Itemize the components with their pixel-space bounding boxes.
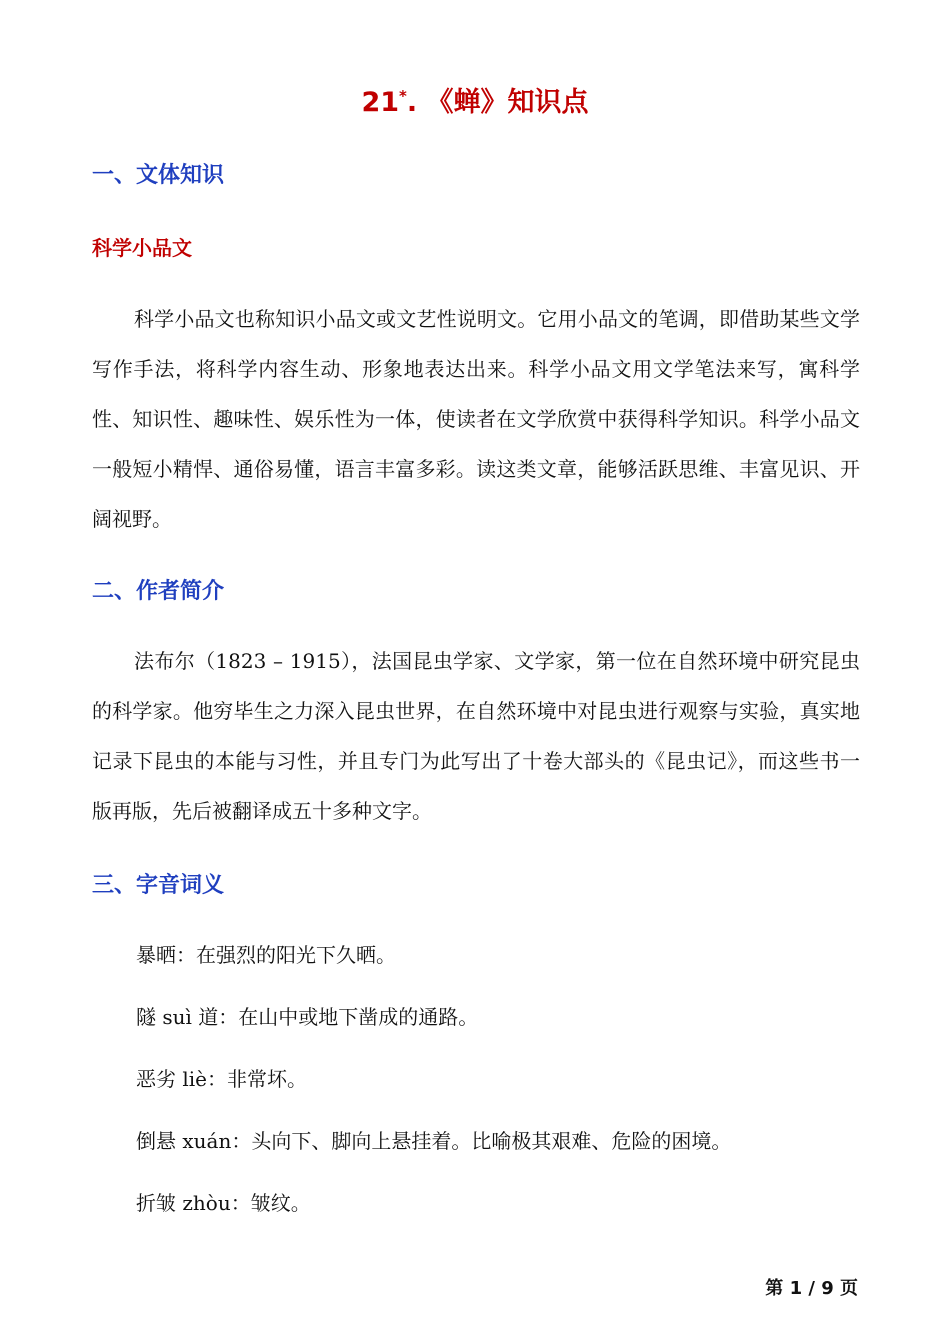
vocab-item: 隧 suì 道：在山中或地下凿成的通路。	[136, 1005, 479, 1029]
section-heading-vocab: 三、字音词义	[92, 873, 225, 898]
genre-paragraph: 科学小品文也称知识小品文或文艺性说明文。它用小品文的笔调，即借助某些文学写作手法，将科学内容生动、形象地表达出来。科学小品文用文学笔法来写，寓科学性、知识性、趣味性、娱乐性为一体，使读者在文学欣赏中获得科学知识。科学小品文一般短小精悍、通俗易懂，语言丰富多彩。读这类文章，能够活跃思维、丰富见识、开阔视野。	[92, 307, 860, 531]
document-title	[0, 80, 950, 119]
section-heading-genre: 一、文体知识	[92, 163, 225, 188]
section-heading-author: 二、作者简介	[92, 579, 225, 604]
author-paragraph: 法布尔（1823 – 1915），法国昆虫学家、文学家，第一位在自然环境中研究昆虫的科学家。他穷毕生之力深入昆虫世界，在自然环境中对昆虫进行观察与实验，真实地记录下昆虫的本能与习性，并且专门为此写出了十卷大部头的《昆虫记》，而这些书一版再版，先后被翻译成五十多种文字。	[92, 649, 860, 823]
vocab-item: 暴晒：在强烈的阳光下久晒。	[136, 943, 396, 967]
page-number: 第 1 / 9 页	[765, 1278, 858, 1299]
title-number: 21	[361, 87, 400, 118]
title-asterisk: *	[399, 87, 407, 105]
vocab-item: 倒悬 xuán：头向下、脚向上悬挂着。比喻极其艰难、危险的困境。	[136, 1129, 732, 1153]
subheading-science-essay: 科学小品文	[92, 236, 192, 260]
vocab-item: 恶劣 liè：非常坏。	[136, 1067, 307, 1091]
vocab-item: 折皱 zhòu：皱纹。	[136, 1191, 311, 1215]
title-text: . 《蝉》知识点	[406, 87, 589, 118]
